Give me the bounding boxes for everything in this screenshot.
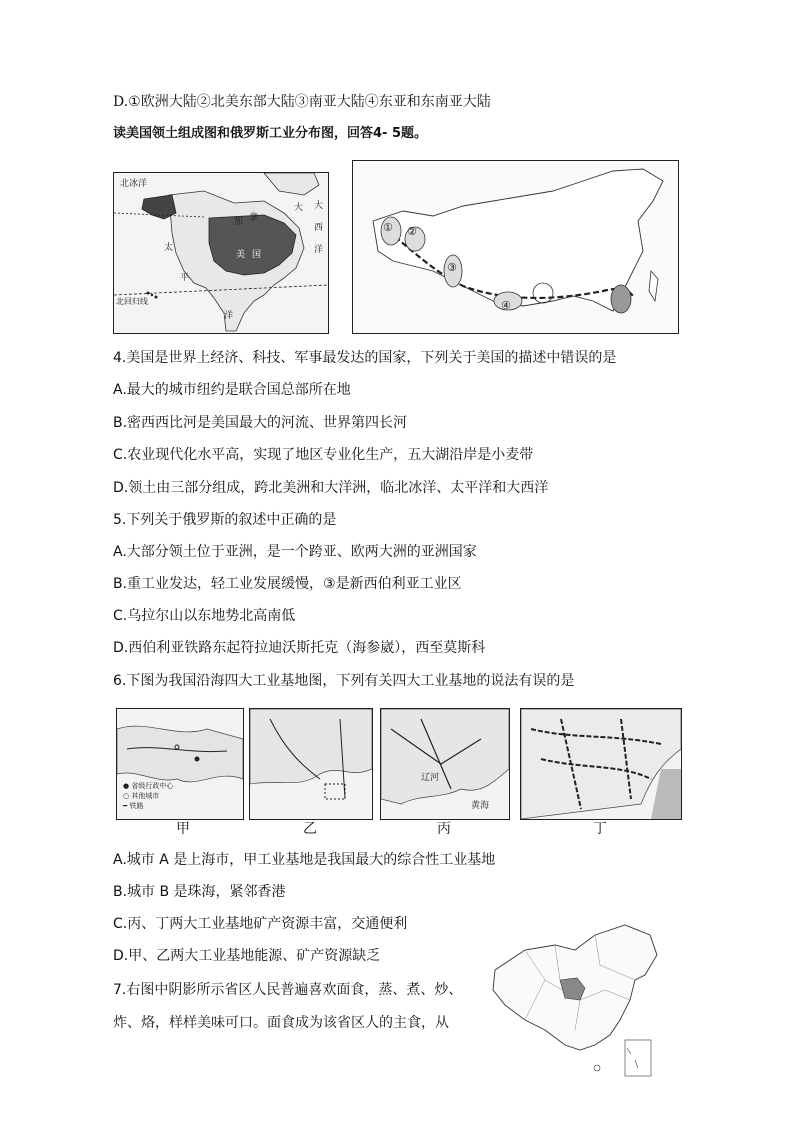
map-yi-drawing <box>250 709 372 819</box>
bing-label-yellow-sea: 黄海 <box>471 801 490 811</box>
q5-option-d: D.西伯利亚铁路东起符拉迪沃斯托克（海参崴），西至莫斯科 <box>113 640 486 656</box>
caption-jia: 甲 <box>176 821 190 837</box>
industrial-map-bing <box>380 708 510 820</box>
label-tropic-of-cancer: 北回归线 <box>116 297 148 306</box>
label-zone-3: ③ <box>447 261 457 274</box>
label-zone-1: ① <box>383 221 393 234</box>
label-canada-1: 加 <box>234 217 244 227</box>
china-map-drawing <box>485 920 665 1080</box>
q5-stem: 5.下列关于俄罗斯的叙述中正确的是 <box>113 512 337 528</box>
jia-legend-railway: ━ 铁路 <box>123 802 144 810</box>
q6-option-c: C.丙、丁两大工业基地矿产资源丰富，交通便利 <box>113 916 408 932</box>
q4-stem: 4.美国是世界上经济、科技、军事最发达的国家，下列关于美国的描述中错误的是 <box>113 350 617 366</box>
q3-option-d: D.①欧洲大陆②北美东部大陆③南亚大陆④东亚和东南亚大陆 <box>113 94 491 110</box>
q4-option-c: C.农业现代化水平高，实现了地区专业化生产，五大湖沿岸是小麦带 <box>113 447 534 463</box>
q5-option-b: B.重工业发达，轻工业发展缓慢，③是新西伯利亚工业区 <box>113 576 462 592</box>
label-zone-2: ② <box>407 225 417 238</box>
label-arctic-ocean: 北冰洋 <box>120 179 148 189</box>
label-canada-2: 拿 <box>249 213 259 223</box>
label-zone-4: ④ <box>501 299 511 312</box>
jia-legend-city: ○ 其他城市 <box>123 792 160 800</box>
map-bing-drawing <box>381 709 509 819</box>
map-ding-drawing <box>521 709 681 819</box>
russia-industry-map <box>352 160 679 334</box>
q5-option-c: C.乌拉尔山以东地势北高南低 <box>113 608 296 624</box>
label-pacific-2: 平 <box>180 273 190 283</box>
intro-4-5: 读美国领土组成图和俄罗斯工业分布图，回答4- 5题。 <box>113 126 428 141</box>
russia-map-drawing <box>353 161 678 333</box>
bing-label-liao-river: 辽河 <box>421 773 440 783</box>
usa-map-drawing <box>114 173 328 333</box>
label-pacific-1: 太 <box>164 243 174 253</box>
q6-stem: 6.下图为我国沿海四大工业基地图，下列有关四大工业基地的说法有误的是 <box>113 673 575 689</box>
q4-option-a: A.最大的城市纽约是联合国总部所在地 <box>113 382 351 398</box>
china-province-map <box>485 920 665 1080</box>
caption-ding: 丁 <box>593 821 607 837</box>
label-pacific-3: 洋 <box>224 311 234 321</box>
q6-option-a: A.城市 A 是上海市，甲工业基地是我国最大的综合性工业基地 <box>113 852 496 868</box>
industrial-map-yi <box>249 708 373 820</box>
label-usa-2: 国 <box>252 250 262 260</box>
q4-option-b: B.密西西比河是美国最大的河流、世界第四长河 <box>113 415 408 431</box>
industrial-map-ding <box>520 708 682 820</box>
label-canada-3: 大 <box>294 203 304 213</box>
jia-legend-capital: ● 省级行政中心 <box>123 782 174 790</box>
q6-option-b: B.城市 B 是珠海，紧邻香港 <box>113 884 286 900</box>
label-atlantic-3: 洋 <box>314 245 324 255</box>
caption-bing: 丙 <box>437 821 451 837</box>
label-atlantic-2: 西 <box>314 223 324 233</box>
label-usa-1: 美 <box>236 250 246 260</box>
industrial-map-jia <box>116 708 244 820</box>
q5-option-a: A.大部分领土位于亚洲，是一个跨亚、欧两大洲的亚洲国家 <box>113 544 477 560</box>
q7-line-1: 7.右图中阴影所示省区人民普遍喜欢面食，蒸、煮、炒、 <box>113 982 463 998</box>
usa-territory-map <box>113 172 329 334</box>
caption-yi: 乙 <box>303 821 317 837</box>
q4-option-d: D.领土由三部分组成，跨北美洲和大洋洲，临北冰洋、太平洋和大西洋 <box>113 480 549 496</box>
label-atlantic-1: 大 <box>314 201 324 211</box>
q6-option-d: D.甲、乙两大工业基地能源、矿产资源缺乏 <box>113 948 381 964</box>
q7-line-2: 炸、烙，样样美味可口。面食成为该省区人的主食，从 <box>113 1015 449 1031</box>
